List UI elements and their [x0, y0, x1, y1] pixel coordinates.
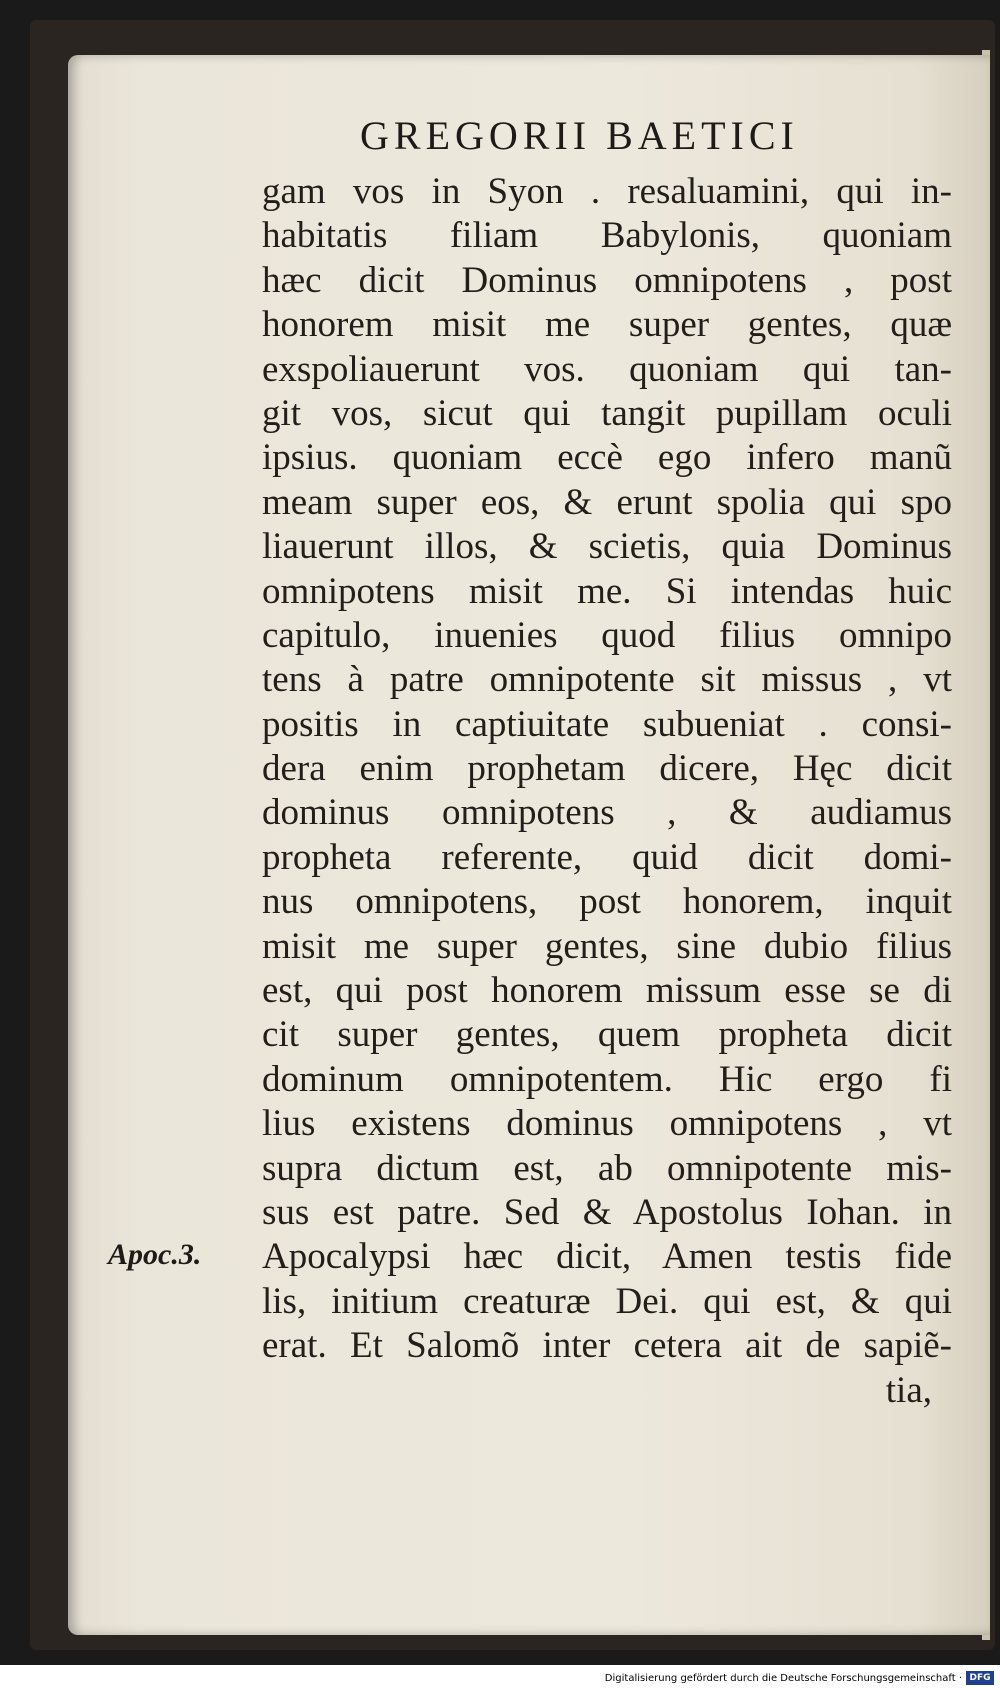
text-line: positis in captiuitate subueniat . consi- — [262, 703, 952, 745]
dfg-logo: DFG — [966, 1671, 994, 1685]
running-head: GREGORII BAETICI — [360, 113, 799, 158]
text-line: hæc dicit Dominus omnipotens , post — [262, 259, 952, 301]
text-line: ipsius. quoniam eccè ego infero manũ — [262, 437, 952, 479]
text-line: honorem misit me super gentes, quæ — [262, 304, 952, 346]
text-line: gam vos in Syon . resaluamini, qui in- — [262, 171, 952, 212]
funding-credit: Digitalisierung gefördert durch die Deutsche Forschungsgemeinschaft · — [604, 1673, 962, 1684]
text-line: Apocalypsi hæc dicit, Amen testis fide — [262, 1236, 952, 1278]
margin-note: Apoc.3. — [108, 1238, 202, 1271]
text-line: tens à patre omnipotente sit missus , vt — [262, 659, 952, 701]
text-line: omnipotens misit me. Si intendas huic — [262, 570, 952, 612]
catchword: tia, — [885, 1369, 932, 1411]
text-line: lis, initium creaturæ Dei. qui est, & qui — [262, 1280, 952, 1322]
text-block — [262, 170, 952, 1413]
text-line: meam super eos, & erunt spolia qui spo — [262, 481, 952, 523]
text-line: est, qui post honorem missum esse se di — [262, 970, 952, 1012]
text-line: liauerunt illos, & scietis, quia Dominus — [262, 526, 952, 568]
text-line: capitulo, inuenies quod filius omnipo — [262, 614, 952, 656]
text-line: misit me super gentes, sine dubio filius — [262, 925, 952, 967]
text-line: sus est patre. Sed & Apostolus Iohan. in — [262, 1191, 952, 1233]
text-line: lius existens dominus omnipotens , vt — [262, 1103, 952, 1145]
text-line: nus omnipotens, post honorem, inquit — [262, 881, 952, 923]
text-line: dominum omnipotentem. Hic ergo fi — [262, 1058, 952, 1100]
text-line: propheta referente, quid dicit domi- — [262, 836, 952, 878]
text-line: erat. Et Salomõ inter cetera ait de sapiẽ- — [262, 1325, 952, 1367]
text-line: cit super gentes, quem propheta dicit — [262, 1014, 952, 1056]
text-line: dera enim prophetam dicere, Hęc dicit — [262, 748, 952, 790]
text-line: exspoliauerunt vos. quoniam qui tan- — [262, 348, 952, 390]
text-line: habitatis filiam Babylonis, quoniam — [262, 215, 952, 257]
text-line: supra dictum est, ab omnipotente mis- — [262, 1147, 952, 1189]
text-line: git vos, sicut qui tangit pupillam oculi — [262, 392, 952, 434]
text-line: dominus omnipotens , & audiamus — [262, 792, 952, 834]
